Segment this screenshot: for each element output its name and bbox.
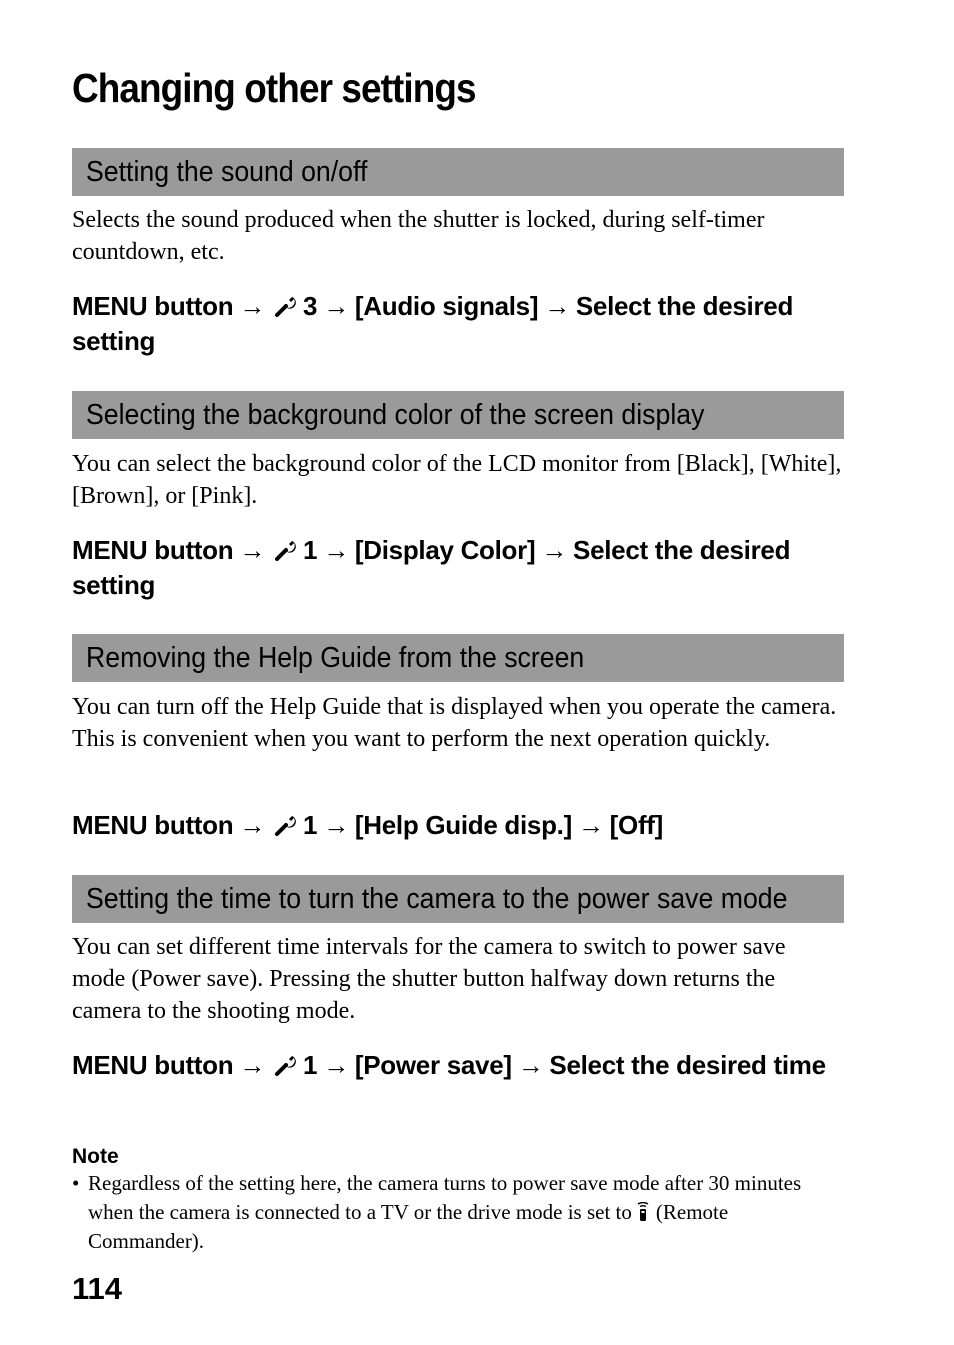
- section-body-power-save: You can set different time intervals for the camera to switch to power save mode (Power save). Pressing the shutter button halfway down returns the camera to the shooting mode.: [72, 934, 786, 1024]
- arrow-icon: →: [577, 810, 604, 840]
- menu-item-label: [Display Color]: [354, 535, 536, 565]
- arrow-icon: →: [239, 1050, 266, 1080]
- menu-action-label: Select the desired time: [549, 1050, 826, 1080]
- wrench-icon: [273, 538, 297, 562]
- section-heading-background-color: [72, 391, 844, 439]
- note-item: [72, 1169, 844, 1256]
- arrow-icon: →: [517, 1050, 544, 1080]
- page-number: 114: [72, 1271, 123, 1306]
- arrow-icon: →: [323, 291, 349, 321]
- section-body-sound: Selects the sound produced when the shutter is locked, during self-timer countdown, etc.: [72, 207, 765, 265]
- section-heading-text: Setting the time to turn the camera to the power save mode: [86, 883, 788, 915]
- procedure-power-save: [72, 1048, 844, 1083]
- section-heading-text: Selecting the background color of the screen display: [86, 399, 705, 431]
- section-heading-text: Removing the Help Guide from the screen: [86, 642, 585, 674]
- wrench-icon: [273, 1053, 297, 1077]
- menu-action-label: Select the desired setting: [72, 291, 794, 356]
- section-body-background-color: You can select the background color of the LCD monitor from [Black], [White], [Brown], or [Pink].: [72, 451, 842, 509]
- menu-button-label: MENU button: [72, 535, 234, 565]
- menu-tab-number: 1: [303, 810, 318, 840]
- note-text-suffix: (Remote Commander).: [88, 1200, 729, 1253]
- menu-item-label: [Help Guide disp.]: [354, 810, 572, 840]
- section-heading-text: Setting the sound on/off: [86, 156, 368, 188]
- arrow-icon: →: [239, 810, 266, 840]
- menu-button-label: MENU button: [72, 291, 234, 321]
- procedure-sound: [72, 289, 844, 359]
- page-title: Changing other settings: [72, 65, 476, 111]
- arrow-icon: →: [323, 810, 349, 840]
- arrow-icon: →: [541, 535, 568, 565]
- menu-action-label: Select the desired setting: [72, 535, 791, 600]
- wrench-icon: [273, 813, 297, 837]
- arrow-icon: →: [239, 291, 266, 321]
- arrow-icon: →: [323, 535, 349, 565]
- section-heading-help-guide: [72, 634, 844, 682]
- menu-item-label: [Audio signals]: [354, 291, 539, 321]
- section-heading-power-save: [72, 875, 844, 923]
- remote-commander-icon: [636, 1202, 650, 1222]
- menu-item-label: [Power save]: [354, 1050, 512, 1080]
- note-heading: Note: [72, 1145, 119, 1168]
- menu-tab-number: 1: [303, 1050, 318, 1080]
- arrow-icon: →: [239, 535, 266, 565]
- menu-tab-number: 1: [303, 535, 318, 565]
- arrow-icon: →: [323, 1050, 349, 1080]
- note-text: Regardless of the setting here, the camera turns to power save mode after 30 minutes when the camera is connected to a TV or the drive mode is set to: [88, 1171, 802, 1224]
- menu-tab-number: 3: [303, 291, 318, 321]
- bullet: •: [72, 1171, 80, 1195]
- section-body-help-guide: You can turn off the Help Guide that is displayed when you operate the camera. This is convenient when you want to perform the next operation quickly.: [72, 694, 837, 752]
- menu-action-label: [Off]: [609, 810, 664, 840]
- wrench-icon: [273, 294, 297, 318]
- menu-button-label: MENU button: [72, 810, 234, 840]
- procedure-background-color: [72, 533, 844, 603]
- procedure-help-guide: [72, 808, 844, 843]
- menu-button-label: MENU button: [72, 1050, 234, 1080]
- section-heading-sound: [72, 148, 844, 196]
- arrow-icon: →: [544, 291, 570, 321]
